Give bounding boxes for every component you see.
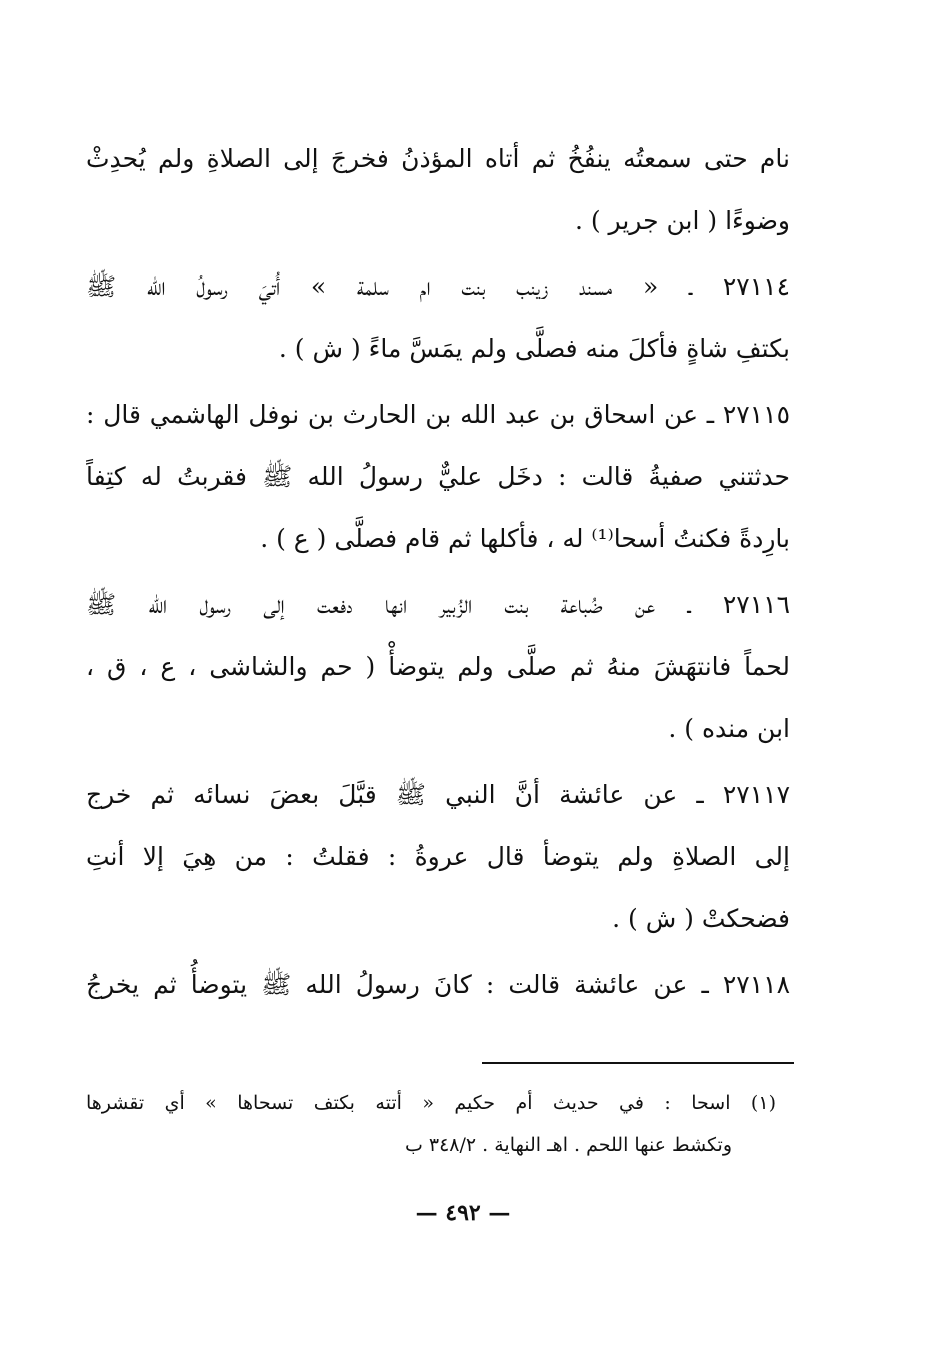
hadith-27116-line-1: ٢٧١١٦ ـ عن ضُباعة بنت الزُبير انها دفعت إلى رسول الله ﷺ: [86, 590, 790, 619]
hadith-27114-line-1: ٢٧١١٤ ـ « مسند زينب بنت ام سلمة » أُتيَ رسولُ الله ﷺ: [86, 272, 790, 301]
hadith-27115-line-2: حدثتني صفيةُ قالت : دخَل عليٌّ رسولُ الله ﷺ فقربتُ له كتِفاً: [86, 462, 790, 491]
text-line: نام حتى سمعتُه ينفُخُ ثم أتاه المؤذنُ فخرجَ إلى الصلاةِ ولم يُحدِثْ: [86, 144, 790, 173]
hadith-27115-line-1: ٢٧١١٥ ـ عن اسحاق بن عبد الله بن الحارث بن نوفل الهاشمي قال :: [86, 400, 790, 429]
hadith-27116-line-2: لحماً فانتهَشَ منهُ ثم صلَّى ولم يتوضأْ ( حم والشاشى ، ع ، ق ،: [86, 652, 790, 681]
hadith-27117-line-3: فضحكتْ ( ش ) .: [612, 904, 790, 933]
hadith-27118-line-1: ٢٧١١٨ ـ عن عائشة قالت : كانَ رسولُ الله ﷺ يتوضأُ ثم يخرجُ: [86, 970, 790, 999]
hadith-27117-line-2: إلى الصلاةِ ولم يتوضأ قال عروةُ : فقلتُ : من هِيَ إلا أنتِ: [86, 842, 790, 871]
hadith-27116-line-3: ابن منده ) .: [668, 714, 790, 743]
hadith-27114-line-2: بكتفِ شاةٍ فأكلَ منه فصلَّى ولم يمَسَّ ماءً ( ش ) .: [278, 334, 790, 363]
hadith-27115-line-3: بارِدةً فكنتُ أسحا⁽¹⁾ له ، فأكلها ثم قام فصلَّى ( ع ) .: [260, 524, 790, 553]
footnote-divider: [482, 1062, 794, 1064]
footnote-line: وتكشط عنها اللحم . اهـ النهاية . ٣٤٨/٢ ب: [404, 1134, 732, 1156]
text-line: وضوءًا ( ابن جرير ) .: [574, 206, 790, 235]
footnote-line: (١) اسحا : في حديث أم حكيم « أتته بكتف تسحاها » أي تقشرها: [86, 1092, 776, 1114]
page-number: — ٤٩٢ —: [415, 1200, 511, 1226]
main-text: [86, 128, 790, 1016]
hadith-27117-line-1: ٢٧١١٧ ـ عن عائشة أنَّ النبي ﷺ قبَّلَ بعضَ نسائه ثم خرج: [86, 780, 790, 809]
footnotes: [86, 1082, 776, 1166]
